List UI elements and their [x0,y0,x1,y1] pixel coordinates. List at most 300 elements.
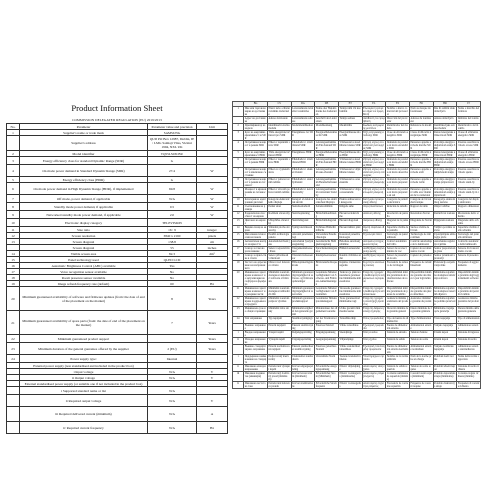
grid-cell: Потребявана мощност в режим на готовност [244,178,266,187]
grid-cell: Kategorija elektroničkog zaslona [434,198,455,204]
grid-cell: Adresse du fournisseur [410,117,432,123]
pis-cell-value: G [148,157,197,165]
grid-cell: Rozlišení obrazovky [267,212,291,219]
pis-cell-no [7,407,20,422]
grid-cell: Toiteallika tüüp [338,317,362,324]
grid-cell: Superficie visible de la pantalla [386,226,409,232]
grid-row-number: 22 [233,297,244,307]
grid-cell: Τάση εξόδου [362,338,386,345]
grid-cell: Erforderlicher Strom (Minimum) [315,372,339,382]
pis-cell-no: 11 [7,227,20,233]
pis-cell-value: 27.4 [148,165,197,177]
grid-cell: Externes Netzteil [315,324,339,331]
grid-cell: Väline standarditud toiteallikas [338,345,362,355]
pis-cell-value: 8 [148,287,197,311]
pis-cell-no: 23 [7,343,20,355]
grid-cell: Клас на енергийна ефективност HDR [244,151,268,158]
grid-cell: Ekstern standardiseret strømforsyning [291,345,315,355]
pis-cell-no [7,387,20,395]
grid-cell: Võimsustarve väljalülitatud olekus [338,168,362,178]
pis-header-value: Parameter value and precision [148,124,197,130]
grid-cell: Sensore di presenza [457,254,481,261]
grid-cell: Alimentation externe [410,324,432,330]
grid-cell: Minimální zaručená podpora výrobku [267,297,291,307]
grid-cell: Rapport de taille [409,205,433,212]
grid-cell: Τύπος τροφοδοσίας [362,317,386,324]
grid-row [233,107,481,117]
grid-row [233,297,481,307]
grid-cell: Ζήτηση ισχύος σε κατάσταση αναμονής [362,178,386,188]
grid-cell: Απαιτούμενη συχνότητα ρεύματος [363,382,384,388]
pis-row [7,219,228,227]
pis-cell-param: Energy efficiency class (HDR) [20,177,148,183]
pis-cell-no: 18 [7,275,20,281]
grid-cell: Мощност в мрежов режим на готовност [244,188,267,197]
grid-row [233,205,481,212]
pis-cell-param: Image refresh frequency rate (default) [20,281,148,287]
grid-cell: Външно стандартизирано захранване [244,345,268,355]
grid-cell: Изисквано изходно напрежение [244,365,266,371]
grid-cell: Demanda de potencia en modo preparado en red [386,188,409,197]
grid-cell: Fréquence de rafraîchissement [409,261,433,271]
pis-cell-no: 19 [7,281,20,287]
grid-row-number: 14 [233,226,244,233]
grid-cell: Минимална гарантирана наличност на резервни части [244,287,266,296]
pis-cell-param: Minimum guaranteed availability of software and firmware updates (from: the date of end of the placement on the market) [20,287,148,311]
pis-cell-value: N/A [148,407,197,422]
grid-cell: Τάξη ενεργειακής απόδοσης HDR [362,151,386,158]
grid-cell: Potrošnja energije u stanju pripravnosti [433,178,457,188]
pis-cell-param: Networked standby mode power demand, if applicable [20,211,148,219]
grid-row [233,382,481,389]
grid-cell: Nom de la norme prise en charge [409,355,433,365]
grid-cell: Потребявана мощност в изключено състояние [244,168,267,177]
grid-cell: Tilstedeværelsessensor [292,254,313,260]
grid-cell: Billedopdateringsfrekvens [291,261,315,271]
pis-cell-param: Supplier's name or trade mark [20,130,148,136]
grid-cell: Modelidentifikation [291,124,315,131]
grid-cell: Bildwiederholfrequenz [315,261,339,271]
pis-cell-value: Yes [148,263,197,269]
pis-cell-param: Panel technology used [20,257,148,263]
grid-cell: Krævet udgangsspænding [292,365,314,371]
pis-panel [6,103,228,434]
grid-cell: Erforderliche Stromfrequenz [315,382,337,388]
pis-row [7,422,228,434]
grid-header-cell: DE [315,102,339,107]
grid-cell: Kategorie elektronického displeje [268,198,290,204]
pis-cell-no [7,422,20,434]
grid-cell: Senzor prisutnosti u prostoriji [434,254,455,260]
grid-row [233,168,481,178]
grid-cell: Risoluzione dello schermo [457,212,479,218]
pis-cell-unit [197,136,228,151]
pis-cell-unit [197,355,228,363]
pis-header-unit: Unit [197,124,228,130]
grid-cell: Duración mínima de la garantía general [386,307,410,317]
grid-cell: Krævet leveret strøm (minimum) [291,372,315,382]
grid-row [233,151,481,158]
grid-cell: Art der Stromversorgung [315,317,337,323]
grid-cell: Potrebna isporučena struja (minimalna) [433,372,457,382]
grid-cell: Автоматичен контрол на яркостта [244,240,267,246]
grid-cell: Courant fourni requis (minimum) [409,372,433,382]
pis-cell-no: 17 [7,269,20,275]
pis-cell-no: 3 [7,157,20,165]
grid-cell: Απαιτούμενο ρεύμα (ελάχιστο) [362,372,386,382]
grid-cell: Tension d'entrée [409,331,433,338]
pis-cell-param: Visible screen area [20,251,148,257]
grid-cell: Potenza assorbita nel modo stand-by [457,178,481,188]
grid-row-number: 5 [233,151,244,158]
grid-cell: Ζήτηση ισχύος σε δικτυωμένη αναμονή [362,188,386,198]
grid-cell: Externes genormtes Netzteil [315,345,339,355]
grid-cell: Clase de eficiencia energética SDR [386,131,410,141]
grid-cell: Categoría de pantalla electrónica [386,198,408,204]
pis-cell-no: 22 [7,335,20,343]
grid-cell: Τάση εισόδου [362,331,386,338]
grid-cell: Категория на електронния дисплей [244,198,266,204]
grid-row-number: 9 [233,188,244,198]
grid-cell: Potrebna frekvencija struje [433,382,457,389]
grid-cell: Външно захранване [244,324,266,330]
grid-cell: Kategori af elektronisk skærm [292,198,314,204]
grid-cell: Puissance appelée en mode arrêt [409,168,433,178]
pis-cell-value: 2 (EU) [148,343,197,355]
grid-cell: Εξωτερική τροφοδοσία [363,324,384,330]
grid-cell: Résolution d'écran [409,212,433,219]
grid-row-number: 6 [233,158,244,168]
grid-cell: Třída energetické účinnosti pro SDR [267,131,291,141]
pis-cell-value: N/A [148,395,197,407]
pis-cell-unit: dm² [197,251,228,257]
pis-cell-value: QUIJ PO Box 12987, Dublin, IE / LMG Saimaji Vilas, Vizzini 1994, NXL UK [148,136,197,151]
grid-row [233,188,481,198]
grid-cell: Αυτόματος έλεγχος φωτεινότητας [362,240,386,247]
grid-cell: Минимален срок на общата гаранция [244,307,268,317]
grid-cell: Typ napájení [267,317,291,324]
grid-row-number: 11 [233,205,244,212]
grid-cell: Classe di efficienza energetica SDR [457,131,481,141]
grid-cell: Identifikacijska oznaka modela [433,124,457,131]
grid-cell: Externí napájení [267,324,291,331]
pis-cell-value: 82.3 [148,251,197,257]
grid-cell: Diagonale dello schermo [457,219,481,226]
grid-cell: Bildschirmdiagonale [315,219,339,226]
grid-cell: Leistungsaufnahme im Ein-Zustand SDR [315,141,339,151]
pis-cell-value: N/A [148,369,197,375]
grid-cell: Sensor de presencia en la sala [386,254,408,260]
grid-row [233,355,481,365]
pis-cell-no: 4 [7,165,20,177]
grid-cell: Název nebo ochranná známka dodavatele [268,107,290,116]
grid-cell: Corriente suministrada requerida (mínimo) [386,372,409,381]
pis-cell-param: Automatic Brightness Control (ABC) available [20,263,148,269]
grid-cell: Poměr stran [267,205,291,212]
grid-cell: Disponibilità minima garantita degli aggiornamenti software [457,271,481,287]
grid-cell: Изискван подаван ток (минимум) [244,372,268,382]
grid-row [233,178,481,188]
grid-cell: Unterstützte Norm [315,355,339,365]
grid-row-number: 4 [233,141,244,151]
grid-cell: Leistungsaufnahme im Bereitschaftszustand [315,178,337,187]
grid-cell: Vstupní napětí [267,331,291,338]
grid-row-number: 21 [233,287,244,297]
grid-cell: Anvendt panelteknologi [292,233,314,239]
grid-cell: Synligt skærmareal [291,226,315,233]
pis-cell-unit: W [197,183,228,195]
grid-row-number: 23 [233,307,244,317]
grid-cell: Εξωτερική τυποποιημένη τροφοδοσία [362,345,386,355]
grid-row [233,345,481,355]
grid-cell: Effektbehov i netværksstandby [291,188,315,198]
grid-cell: Leverandørens adresse [291,117,315,124]
grid-header-cell: DA [291,102,315,107]
grid-cell: Nõutav voolutugevus (minimaalne) [338,372,362,382]
pis-cell-unit: pixels [197,233,228,239]
grid-row-number: ii [233,365,244,372]
pis-cell-unit: V [197,375,228,381]
pis-cell-unit: Hz [197,422,228,434]
grid-cell: Leistungsaufnahme im Aus-Zustand [315,168,339,178]
grid-cell: Potenza assorbita nel modo spento [457,168,481,178]
grid-cell: Upotrijebljena tehnologija ploče [434,233,456,239]
pis-cell-no: 2 [7,151,20,157]
pis-row [7,211,228,219]
grid-cell: Référence du modèle [410,124,432,130]
grid-cell: Disponibilità minima garantita dei pezzi di ricambio [457,287,479,296]
grid-cell: Effektbehov i tændt tilstand SDR [291,141,315,151]
sheet-title: Product Information Sheet [71,103,163,113]
grid-cell: Automatische Helligkeitsregelung [315,240,339,247]
sheet-subtitle: COMMISSION DELEGATED REGULATION (EU) 2019/2013 [72,118,162,122]
grid-cell: Vrsta napajanja [433,317,457,324]
pis-cell-param: Minimum guaranteed availability of spare parts (from: the date of end of the placement on the market) [20,311,148,335]
pis-cell-no: 1 [7,130,20,136]
grid-cell: Durée minimale de la garantie générale [409,307,433,317]
grid-cell: Senzor rozpoznávání hlasu [268,247,290,253]
pis-cell-no: 16 [7,263,20,269]
grid-row [233,338,481,345]
grid-cell: Hääletuvastusandur [338,247,362,254]
grid-cell: Minimum garanteret produktsupport [291,297,315,307]
grid-row-number: ii [233,338,244,345]
grid-cell: Energiatõhususe klass SDR [338,131,362,141]
grid-cell: Varuosade garanteeritud minimaalne kättesaadavus [339,287,361,296]
grid-cell: Alimentation externe normalisée [409,345,433,355]
grid-cell: Vidljiva površina zaslona [434,226,456,232]
grid-cell: Minimum garanteret tilgængelighed af reservedele [292,287,314,296]
pis-cell-value: TQ55LS03CBU [148,151,197,157]
pis-cell-param: iv Required current frequency [20,422,148,434]
grid-cell: Ruumis viibimise andur [339,254,361,260]
multilingual-grid [232,101,481,389]
pis-cell-unit: Years [197,335,228,343]
grid-cell: Superficie visibile dello schermo [457,226,479,232]
grid-cell: Ελάχιστη διάρκεια γενικής εγγύησης [362,307,386,317]
grid-cell: Ελάχιστη εγγυημένη διαθεσιμότητα ενημερώσεων λογισμικού [362,271,386,287]
grid-row-number: 10 [233,198,244,205]
grid-cell: Rapporto dimensioni [457,205,479,211]
grid-cell: Automatska regulacija svjetline [434,240,455,246]
grid-row [233,365,481,372]
pis-cell-param: i Supported standard name or list [20,387,148,395]
grid-row-number: 2 [233,124,244,131]
grid-cell: Surface visible de l'écran [409,226,433,233]
pis-row [7,311,228,335]
grid-cell: Relación de tamaño [386,205,410,212]
grid-cell: Адрес на доставчика [244,117,266,123]
pis-cell-no: 7 [7,195,20,203]
grid-cell: Technologie de dalle utilisée [409,233,433,240]
pis-header-param: Parameter [20,124,148,130]
pis-cell-value: 0.5 [148,203,197,211]
pis-cell-param: External standardised power supply (or suitable one if not included in the product box) [20,381,148,387]
grid-cell: Størrelsesforhold [291,205,315,212]
grid-cell: Αισθητήρας παρουσίας [363,254,385,260]
grid-cell: Příkon v zapnutém stavu HDR [267,158,291,168]
multilingual-grid-panel [232,101,481,389]
grid-cell: Příkon v síťovém pohotovostním režimu [267,188,291,198]
grid-cell: Skærmdiagonal [291,219,315,226]
grid-cell: Διαγώνιος οθόνης [362,219,386,226]
grid-cell: Eingangsspannung [315,331,339,338]
pis-cell-param: iii Required delivered current (minimum) [20,407,148,422]
pis-cell-unit: Years [197,311,228,335]
grid-cell: Tension de sortie requise [409,365,433,372]
grid-cell: Použitá technologie panelu [267,233,291,240]
pis-row [7,343,228,355]
grid-cell: Raumpräsenzsensor [315,254,339,261]
grid-cell: Mudelitähis [338,124,362,131]
grid-cell: Üldise garantii minimaalne kestus [338,307,362,317]
grid-cell: Demanda de potencia en modo encendido HDR [386,158,409,167]
pis-cell-unit [197,387,228,395]
grid-row-number: 7 [233,168,244,178]
pis-cell-param: Screen diagonal [20,245,148,251]
grid-row-number [233,324,244,331]
pis-cell-unit: V [197,395,228,407]
pis-header-no: No. [7,124,20,130]
grid-row-number: 19 [233,261,244,271]
pis-cell-value: N/A [148,195,197,203]
grid-cell: Väljundpinge [338,338,362,345]
grid-cell: Durata minima della garanzia generale [457,307,481,317]
pis-cell-unit: Hz [197,281,228,287]
grid-cell: Nom ou marque du fournisseur [409,107,433,117]
grid-cell: Razred energetske učinkovitosti HDR [434,151,456,157]
grid-row-number: i [233,331,244,338]
grid-cell: Nõutav väljundpinge [339,365,361,371]
grid-cell: Потребявана мощност в режим HDR [244,158,268,168]
grid-row [233,307,481,317]
grid-row [233,331,481,338]
grid-cell: Disponibilité minimale garantie des mises à jour logicielles [409,271,433,287]
grid-cell: Nome della norma supportata [457,355,481,365]
pis-cell-no: 21 [7,311,20,335]
grid-cell: Tensione di ingresso [457,331,481,338]
grid-cell: Frequenza di aggiornamento [457,261,481,271]
pis-row [7,136,228,151]
grid-cell: Tecnología de panel utilizada [386,233,408,239]
grid-row [233,212,481,219]
pis-cell-param: Model identifier [20,151,148,157]
grid-cell: Capteur de reconnaissance vocale [410,247,432,253]
pis-cell-no [7,136,20,151]
grid-cell: Nombre de la norma admitida [386,355,410,365]
grid-cell: Ime ili zaštitni znak dobavljača [433,107,457,117]
grid-cell: Минимална гарантирана наличност на актуализации на софтуера и фърмуера [244,271,266,286]
grid-cell: Talegenkendelsessensor [291,247,315,254]
grid-cell: Potenza assorbita nel modo stand-by in rete [457,188,480,197]
grid-cell: Příkon v zapnutém stavu SDR [267,141,291,151]
pis-cell-param: ii Required output voltage [20,395,148,407]
grid-cell: Senzor přítomnosti v místnosti [267,254,291,261]
pis-cell-unit: W [197,195,228,203]
grid-cell: Puissance appelée en mode marche SDR [410,141,432,150]
grid-cell: Energiatõhususe klass HDR [339,151,361,157]
pis-cell-param: Minimum duration of the general guarantee offered by the supplier [20,343,148,355]
grid-cell: Resolución de pantalla [386,212,408,218]
grid-cell: Leverandørens navn eller varemærke [291,107,315,117]
grid-cell: Frequenza di corrente richiesta [457,382,480,388]
grid-cell: Διεύθυνση του προμηθευτή [363,117,385,123]
grid-row [233,317,481,324]
pis-cell-no: 20 [7,287,20,311]
pis-cell-param: Supplier's address [20,136,148,151]
grid-header-cell: CS [267,102,291,107]
grid-row-number: 20 [233,271,244,287]
grid-cell: Energieeffizienzklasse HDR [315,151,338,157]
grid-cell: Verwendete Paneltechnologie [315,233,339,240]
grid-cell: Tensión de salida requerida [386,365,408,371]
grid-cell: Ekstern strømforsyning [292,324,314,330]
grid-cell: Demanda de potencia en modo preparado [386,178,409,187]
pis-cell-param: i Input voltage [20,369,148,375]
grid-cell: Seitenverhältnis [315,205,339,212]
pis-cell-value: QLED LCD [148,257,197,263]
grid-cell: Krævet strømfrekvens [292,382,313,388]
grid-cell: Podržani naziv norme [433,355,457,365]
grid-cell: Potrebni izlazni napon [434,365,455,371]
grid-cell: Demanda de potencia en modo desactivado [386,168,409,177]
grid-cell: Adresa dodavatele [267,117,291,124]
pis-cell-value: TELEVISION [148,219,197,227]
grid-cell: Минимална гарантирана поддръжка на продукта [244,297,266,306]
grid-header-cell: IT [457,102,481,107]
grid-cell: Asistencia mínima garantizada del producto [386,297,409,306]
grid-row [233,226,481,233]
grid-cell: Puissance appelée en mode marche HDR [410,158,432,167]
grid-cell: Catégorie de l'écran électronique [410,198,432,204]
grid-cell: Energieeffizienzklasse für SDR [315,131,339,141]
grid-cell: Разделителна способност на екрана [244,212,268,219]
pis-cell-no: 24 [7,355,20,363]
grid-cell: Izlazni napon [433,338,457,345]
grid-cell: Clase de eficiencia energética HDR [386,151,409,157]
grid-cell: Frekvencija osvježavanja slike [433,261,457,271]
grid-cell: Diagonale de l'écran [409,219,433,226]
grid-row [233,158,481,168]
grid-cell: Type d'alimentation [409,317,433,324]
grid-cell: Indgangsspænding [291,331,315,338]
grid-cell: Vanjsko normirano napajanje [433,345,457,355]
grid-cell: Corrente erogata richiesta (minima) [457,372,481,382]
pis-cell-unit: W [197,211,228,219]
grid-cell: Диагонал на екрана [244,219,268,226]
pis-cell-no: 12 [7,233,20,239]
grid-cell: Väline toiteallikas [338,324,362,331]
